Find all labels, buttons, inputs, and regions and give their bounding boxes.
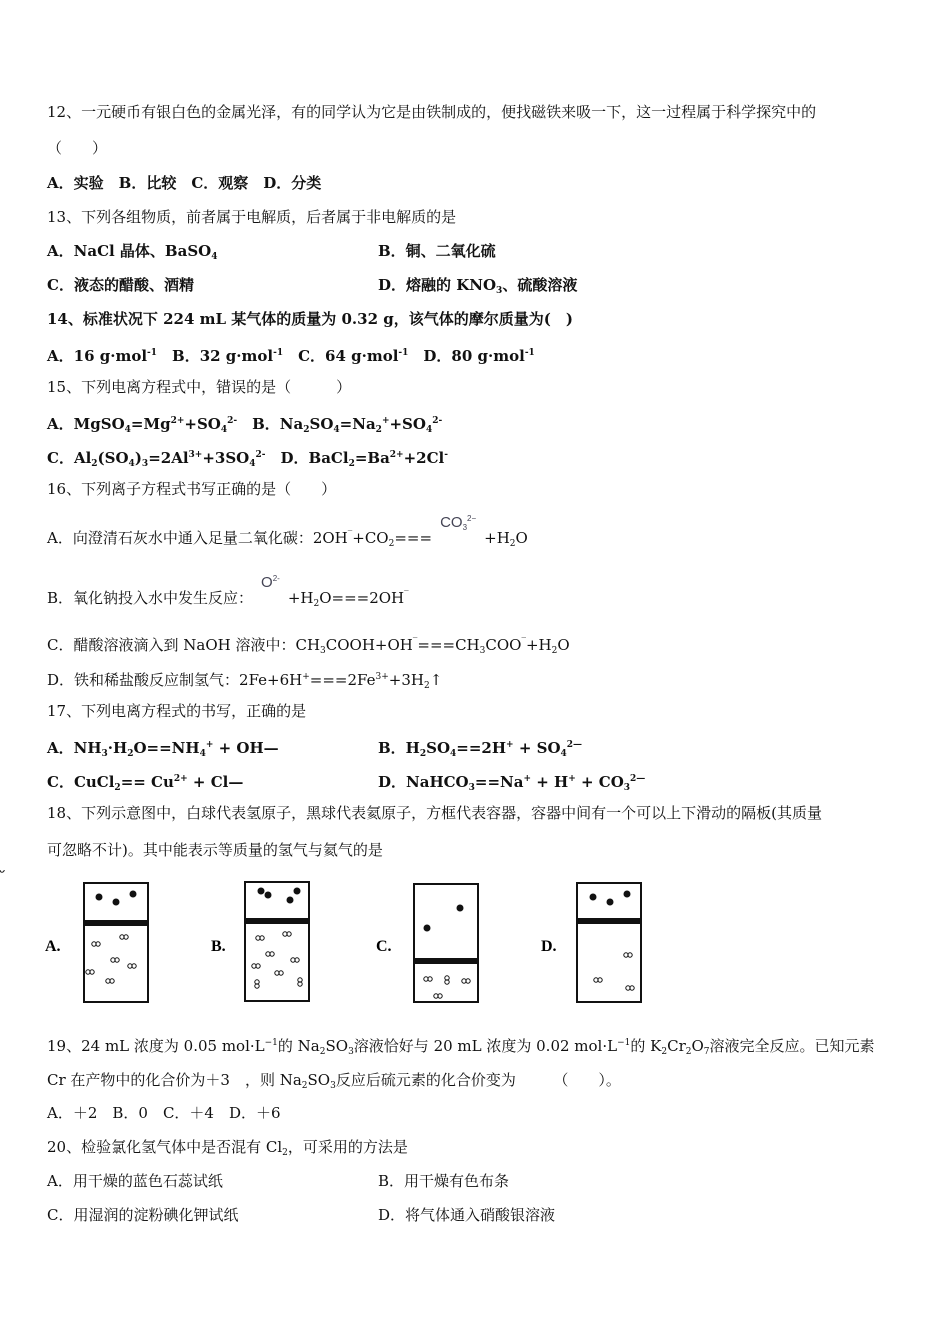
text-segment: 17、下列电离方程式的书写，正确的是 <box>47 702 307 720</box>
question-15-options-ab <box>47 411 442 440</box>
subscript: 7 <box>703 1047 710 1057</box>
partition-b <box>245 918 309 924</box>
text-segment: +H <box>525 636 552 654</box>
question-13-option-c <box>47 275 194 295</box>
superscript: ‾ <box>412 637 418 647</box>
superscript: + <box>506 740 514 750</box>
formula-image: $CO_3^{2-}$ <box>440 514 477 532</box>
text-segment: 19、24 mL 浓度为 0.05 mol·L <box>47 1037 265 1055</box>
text-segment: 的 K <box>630 1037 662 1055</box>
subscript: 3 <box>330 1081 336 1091</box>
text-segment: ===2Fe <box>309 671 376 689</box>
superscript: -1 <box>524 348 535 358</box>
superscript: ‾ <box>404 590 409 600</box>
text-segment: COO <box>485 636 522 654</box>
diagram-label-c: C. <box>376 938 392 955</box>
text-segment: + Cl— <box>187 773 244 791</box>
subscript: 3 <box>468 783 475 793</box>
text-segment: B．用干燥有色布条 <box>378 1172 510 1190</box>
text-segment: Cr 在产物中的化合价为＋3 ，则 Na <box>47 1071 302 1089</box>
subscript: 2 <box>313 599 320 609</box>
question-14-options <box>47 343 535 366</box>
subscript: 4 <box>199 749 206 759</box>
superscript: 2- <box>432 416 443 426</box>
subscript: 3 <box>348 1047 354 1057</box>
text-segment: +2Cl <box>403 449 445 467</box>
text-segment: SO <box>307 1071 331 1089</box>
question-20-option-a <box>47 1171 223 1191</box>
superscript: 2- <box>227 416 238 426</box>
subscript: 3 <box>479 646 486 656</box>
text-segment: D．将气体通入硝酸银溶液 <box>378 1206 556 1224</box>
text-segment: +CO <box>352 529 389 547</box>
text-segment: +H <box>484 529 510 547</box>
text-segment: A．NH <box>47 739 102 757</box>
text-segment: =Mg <box>130 415 171 433</box>
text-segment: D．熔融的 KNO <box>378 276 497 294</box>
question-16-stem <box>47 479 336 499</box>
text-segment: SO <box>325 1037 349 1055</box>
text-segment: +H <box>287 589 314 607</box>
text-segment: A．实验 B．比较 C．观察 D．分类 <box>47 174 322 192</box>
superscript: + <box>381 416 390 426</box>
question-19-options <box>47 1103 281 1123</box>
text-segment: 14、标准状况下 224 mL 某气体的质量为 0.32 g，该气体的摩尔质量为( ) <box>47 310 573 328</box>
question-17-option-a <box>47 735 279 764</box>
superscript: 2+ <box>173 774 188 784</box>
text-segment: ==Na <box>474 773 524 791</box>
text-segment: + H <box>531 773 569 791</box>
question-14-stem <box>47 309 573 329</box>
superscript: + <box>568 774 576 784</box>
superscript: + <box>302 672 310 682</box>
question-18-stem <box>47 803 822 823</box>
superscript: -1 <box>273 348 284 358</box>
subscript: 4 <box>450 749 457 759</box>
text-segment: O <box>691 1037 704 1055</box>
diagram-label-d: D. <box>541 938 557 955</box>
subscript: 2 <box>551 646 558 656</box>
text-segment: 、硫酸溶液 <box>502 276 578 294</box>
subscript: 4 <box>333 425 340 435</box>
subscript: 2 <box>685 1047 692 1057</box>
text-segment: SO <box>426 739 451 757</box>
text-segment: O==NH <box>133 739 200 757</box>
question-12-options <box>47 173 321 193</box>
superscript: 2- <box>255 450 266 460</box>
text-segment: B．H <box>378 739 420 757</box>
question-13-option-a <box>47 241 218 267</box>
superscript: 2+ <box>170 416 185 426</box>
subscript: 3 <box>496 286 503 296</box>
subscript: 4 <box>425 425 433 435</box>
superscript: + <box>205 740 214 750</box>
subscript: 3 <box>101 749 108 759</box>
question-17-option-d <box>378 769 645 798</box>
subscript: 2 <box>282 1148 288 1158</box>
text-segment: +3H <box>388 671 424 689</box>
superscript: −1 <box>617 1038 631 1048</box>
text-segment: B．氧化钠投入水中发生反应： <box>47 589 254 607</box>
superscript: -1 <box>398 348 409 358</box>
text-segment: 20、检验氯化氢气体中是否混有 Cl <box>47 1138 283 1156</box>
superscript: −1 <box>264 1038 278 1048</box>
question-16-option-a <box>47 514 528 554</box>
text-segment: == Cu <box>120 773 174 791</box>
question-15-options-cd <box>47 445 448 474</box>
text-segment: A．用干燥的蓝色石蕊试纸 <box>47 1172 223 1190</box>
text-segment: +3SO <box>202 449 250 467</box>
text-segment: +SO <box>389 415 426 433</box>
text-segment: Cr <box>667 1037 686 1055</box>
partition-d <box>577 918 641 924</box>
question-19-stem-cont <box>47 1070 621 1096</box>
text-segment: =2Al <box>148 449 189 467</box>
subscript: 2 <box>661 1047 668 1057</box>
text-segment: ===CH <box>417 636 480 654</box>
text-segment: B．铜、二氧化硫 <box>378 242 496 260</box>
text-segment: （ ） <box>47 139 108 157</box>
question-16-option-c <box>47 632 570 661</box>
subscript: 2 <box>509 539 516 549</box>
text-segment: B．32 g·mol <box>157 347 274 365</box>
text-segment: + OH— <box>213 739 279 757</box>
text-segment: 的 Na <box>277 1037 320 1055</box>
subscript: 2 <box>419 749 427 759</box>
subscript: 2 <box>303 425 310 435</box>
subscript: 4 <box>211 252 218 262</box>
question-20-option-c <box>47 1205 238 1225</box>
diagram-label-a: A. <box>45 938 61 955</box>
subscript: 2 <box>348 459 355 469</box>
hydrogen-molecules <box>0 870 634 998</box>
text-segment: 12、一元硬币有银白色的金属光泽，有的同学认为它是由铁制成的，便找磁铁来吸一下，这一过程属于科学探究中的 <box>47 103 817 121</box>
formula-image: $O^{2-}$ <box>261 574 280 591</box>
subscript: 4 <box>249 459 256 469</box>
subscript: 2 <box>91 459 98 469</box>
text-segment: ，可采用的方法是 <box>287 1138 408 1156</box>
text-segment: ) <box>134 449 142 467</box>
subscript: 2 <box>301 1081 308 1091</box>
text-segment: D．BaCl <box>265 449 349 467</box>
text-segment: 可忽略不计)。其中能表示等质量的氢气与氦气的是 <box>47 841 383 859</box>
diagram-label-b: B. <box>211 938 226 955</box>
text-segment: C．64 g·mol <box>283 347 399 365</box>
subscript: 3 <box>141 459 149 469</box>
text-segment: SO <box>309 415 334 433</box>
text-segment: +SO <box>184 415 221 433</box>
text-segment: D．NaHCO <box>378 773 469 791</box>
subscript: 3 <box>320 646 326 656</box>
subscript: 2 <box>114 783 121 793</box>
subscript: 4 <box>124 425 131 435</box>
text-segment: A．向澄清石灰水中通入足量二氧化碳：2OH <box>47 529 348 547</box>
partition-a <box>84 920 148 926</box>
superscript: 3+ <box>375 672 389 682</box>
superscript: ‾ <box>521 637 526 647</box>
text-segment: C．CuCl <box>47 773 115 791</box>
subscript: 2 <box>375 425 382 435</box>
question-16-option-d <box>47 667 442 696</box>
text-segment: 溶液恰好与 20 mL 浓度为 0.02 mol·L <box>353 1037 618 1055</box>
question-13-option-b <box>378 241 496 261</box>
superscript: ‾ <box>347 530 353 540</box>
subscript: 2 <box>423 681 430 691</box>
subscript: 3 <box>623 783 631 793</box>
superscript: - <box>444 450 449 460</box>
text-segment: A．＋2 B．0 C．＋4 D．＋6 <box>47 1104 281 1122</box>
text-segment: =Na <box>339 415 376 433</box>
text-segment: D．铁和稀盐酸反应制氢气：2Fe+6H <box>47 671 303 689</box>
question-20-option-b <box>378 1171 509 1191</box>
subscript: 2 <box>319 1047 326 1057</box>
superscript: -1 <box>147 348 158 358</box>
question-20-stem <box>47 1137 408 1163</box>
text-segment: O <box>557 636 570 654</box>
subscript: 4 <box>128 459 135 469</box>
question-17-stem <box>47 701 306 721</box>
text-segment: + CO <box>575 773 624 791</box>
question-13-option-d <box>378 275 577 301</box>
question-18-diagram <box>0 870 700 1010</box>
subscript: 4 <box>560 749 567 759</box>
text-segment: + SO <box>513 739 561 757</box>
question-20-option-d <box>378 1205 555 1225</box>
question-18-stem-cont <box>47 840 383 860</box>
question-17-option-b <box>378 735 582 764</box>
text-segment: =Ba <box>354 449 390 467</box>
question-12-blank <box>47 138 107 158</box>
text-segment: C．用湿润的淀粉碘化钾试纸 <box>47 1206 239 1224</box>
question-13-stem <box>47 207 456 227</box>
text-segment: C．液态的醋酸、酒精 <box>47 276 194 294</box>
helium-atoms <box>96 888 631 932</box>
text-segment: ==2H <box>456 739 507 757</box>
text-segment: A．MgSO <box>47 415 125 433</box>
text-segment: === <box>394 529 433 547</box>
text-segment: 溶液完全反应。已知元素 <box>709 1037 875 1055</box>
question-12-stem <box>47 102 816 122</box>
subscript: 2 <box>388 539 395 549</box>
subscript: 4 <box>220 425 228 435</box>
superscript: 3+ <box>188 450 203 460</box>
text-segment: D．80 g·mol <box>408 347 525 365</box>
text-segment: 15、下列电离方程式中，错误的是（ ） <box>47 378 352 396</box>
text-segment: ·H <box>107 739 128 757</box>
question-17-option-c <box>47 769 243 798</box>
text-segment: O <box>515 529 528 547</box>
superscript: 2— <box>566 740 583 750</box>
question-19-stem <box>47 1033 875 1062</box>
text-segment: A．NaCl 晶体、BaSO <box>47 242 212 260</box>
text-segment: 18、下列示意图中，白球代表氢原子，黑球代表氦原子，方框代表容器，容器中间有一个可以上下滑动的隔板(其质量 <box>47 804 822 822</box>
text-segment: 16、下列离子方程式书写正确的是（ ） <box>47 480 337 498</box>
text-segment: C．Al <box>47 449 92 467</box>
text-segment: COOH+OH <box>325 636 413 654</box>
superscript: + <box>523 774 532 784</box>
text-segment: A．16 g·mol <box>47 347 148 365</box>
text-segment: ↑ <box>429 671 443 689</box>
text-segment: C．醋酸溶液滴入到 NaOH 溶液中：CH <box>47 636 321 654</box>
question-15-stem <box>47 377 351 397</box>
partition-c <box>414 958 478 964</box>
superscript: 2— <box>630 774 646 784</box>
text-segment: (SO <box>97 449 129 467</box>
text-segment: B．Na <box>237 415 304 433</box>
text-segment: 反应后硫元素的化合价变为 （ ）。 <box>335 1071 621 1089</box>
text-segment: 13、下列各组物质，前者属于电解质，后者属于非电解质的是 <box>47 208 457 226</box>
superscript: 2+ <box>389 450 404 460</box>
text-segment: O===2OH <box>319 589 405 607</box>
question-16-option-b <box>47 574 409 614</box>
subscript: 2 <box>127 749 134 759</box>
